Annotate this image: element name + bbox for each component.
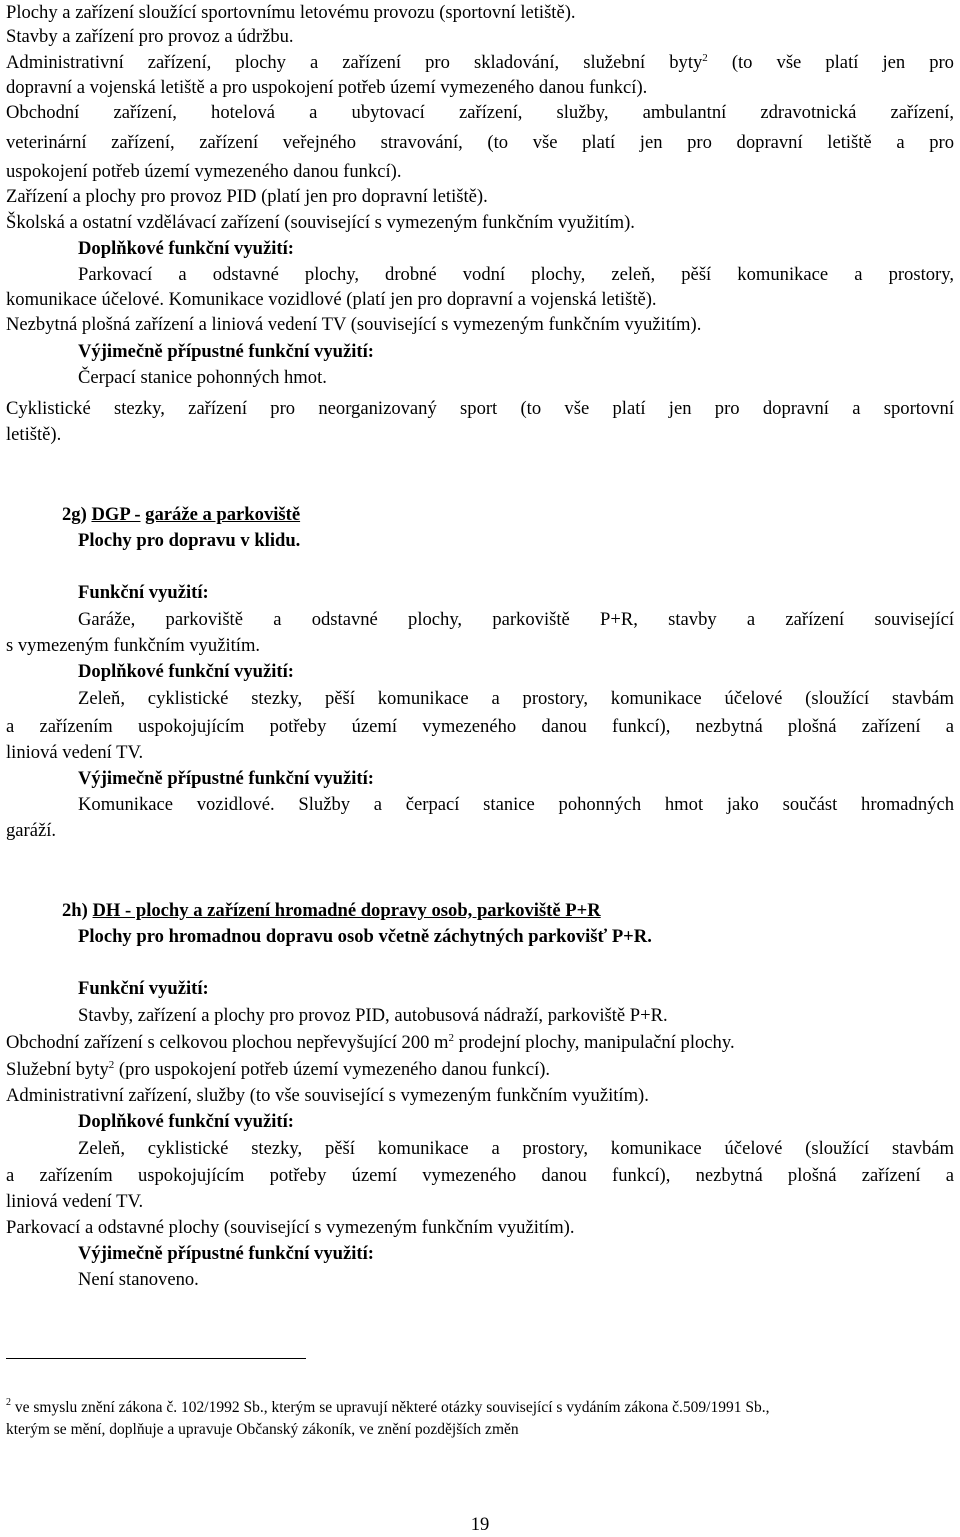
section-heading: Výjimečně přípustné funkční využití: <box>78 768 374 789</box>
section-title-dgp: 2g) DGP - garáže a parkoviště <box>62 504 301 525</box>
text-line: Služební byty$^2$ (pro uspokojení potřeb území vymezeného danou funkcí). <box>6 1059 551 1080</box>
text-line: Nezbytná plošná zařízení a liniová vedení TV (související s vymezeným funkčním využitím). <box>6 314 702 335</box>
text-line: Garáže, parkoviště a odstavné plochy, parkoviště P+R, stavby a zařízení související <box>78 609 954 630</box>
superscript: 2 <box>448 1032 455 1044</box>
text-line: a zařízením uspokojujícím potřeby území vymezeného danou funkcí), nezbytná plošná zařízení a <box>6 1165 954 1186</box>
text-line: Zeleň, cyklistické stezky, pěší komunikace a prostory, komunikace účelové (sloužící stavbám <box>78 688 954 709</box>
text-line: Zařízení a plochy pro provoz PID (platí jen pro dopravní letiště). <box>6 186 488 207</box>
text-line: Parkovací a odstavné plochy, drobné vodní plochy, zeleň, pěší komunikace a prostory, <box>78 264 954 285</box>
text-line: komunikace účelové. Komunikace vozidlové (platí jen pro dopravní a vojenská letiště). <box>6 289 657 310</box>
text-line: garáží. <box>6 820 57 841</box>
section-heading: Doplňkové funkční využití: <box>78 661 294 682</box>
section-heading: Funkční využití: <box>78 582 209 603</box>
footnote-ref: 2 <box>108 1059 115 1071</box>
text-line: liniová vedení TV. <box>6 1191 144 1212</box>
text-line: Stavby a zařízení pro provoz a údržbu. <box>6 26 294 47</box>
text-line: liniová vedení TV. <box>6 742 144 763</box>
section-heading: Výjimečně přípustné funkční využití: <box>78 1243 374 1264</box>
text-line: Není stanoveno. <box>78 1269 199 1290</box>
text-line: veterinární zařízení, zařízení veřejného stravování, (to vše platí jen pro dopravní letiště a pro <box>6 132 954 153</box>
footnote-line: kterým se mění, doplňuje a upravuje Občanský zákoník, ve znění pozdějších změn <box>6 1421 519 1438</box>
text-line: Parkovací a odstavné plochy (související s vymezeným funkčním využitím). <box>6 1217 575 1238</box>
section-heading: Doplňkové funkční využití: <box>78 1111 294 1132</box>
footnote-separator <box>6 1358 306 1359</box>
text-line: Čerpací stanice pohonných hmot. <box>78 367 327 388</box>
section-heading: Výjimečně přípustné funkční využití: <box>78 341 374 362</box>
section-subtitle: Plochy pro hromadnou dopravu osob včetně záchytných parkovišť P+R. <box>78 926 652 947</box>
text-line: uspokojení potřeb území vymezeného danou funkcí). <box>6 161 402 182</box>
section-title-dh: 2h) DH - plochy a zařízení hromadné dopravy osob, parkoviště P+R <box>62 900 601 921</box>
text-line: Komunikace vozidlové. Služby a čerpací stanice pohonných hmot jako součást hromadných <box>78 794 954 815</box>
text-line: Obchodní zařízení s celkovou plochou nepřevyšující 200 $m^2$ prodejní plochy, manipulační plochy. <box>6 1032 735 1053</box>
text-line: Školská a ostatní vzdělávací zařízení (související s vymezeným funkčním využitím). <box>6 212 635 233</box>
text-line: Stavby, zařízení a plochy pro provoz PID, autobusová nádraží, parkoviště P+R. <box>78 1005 668 1026</box>
text-line: Administrativní zařízení, služby (to vše související s vymezeným funkčním využitím). <box>6 1085 649 1106</box>
footnote-line: $^2$ ve smyslu znění zákona č. 102/1992 Sb., kterým se upravují některé otázky související s vydáním zákona č.509/1991 Sb., <box>6 1397 770 1416</box>
text-line: Administrativní zařízení, plochy a zařízení pro skladování, služební byty$^2$ (to vše platí jen pro <box>6 52 954 73</box>
section-heading: Doplňkové funkční využití: <box>78 238 294 259</box>
text-line: Plochy a zařízení sloužící sportovnímu letovému provozu (sportovní letiště). <box>6 2 576 23</box>
footnote-ref: 2 <box>702 52 708 64</box>
text-line: Obchodní zařízení, hotelová a ubytovací zařízení, služby, ambulantní zdravotnická zařízení, <box>6 102 954 123</box>
text-line: s vymezeným funkčním využitím. <box>6 635 261 656</box>
footnote-mark: 2 <box>6 1397 11 1408</box>
text-line: a zařízením uspokojujícím potřeby území vymezeného danou funkcí), nezbytná plošná zařízení a <box>6 716 954 737</box>
section-heading: Funkční využití: <box>78 978 209 999</box>
text-line: Cyklistické stezky, zařízení pro neorganizovaný sport (to vše platí jen pro dopravní a sportovní <box>6 398 954 419</box>
page-number: 19 <box>470 1514 490 1535</box>
text-line: dopravní a vojenská letiště a pro uspokojení potřeb území vymezeného danou funkcí). <box>6 77 648 98</box>
section-subtitle: Plochy pro dopravu v klidu. <box>78 530 301 551</box>
text-line: letiště). <box>6 424 62 445</box>
text-line: Zeleň, cyklistické stezky, pěší komunikace a prostory, komunikace účelové (sloužící stavbám <box>78 1138 954 1159</box>
